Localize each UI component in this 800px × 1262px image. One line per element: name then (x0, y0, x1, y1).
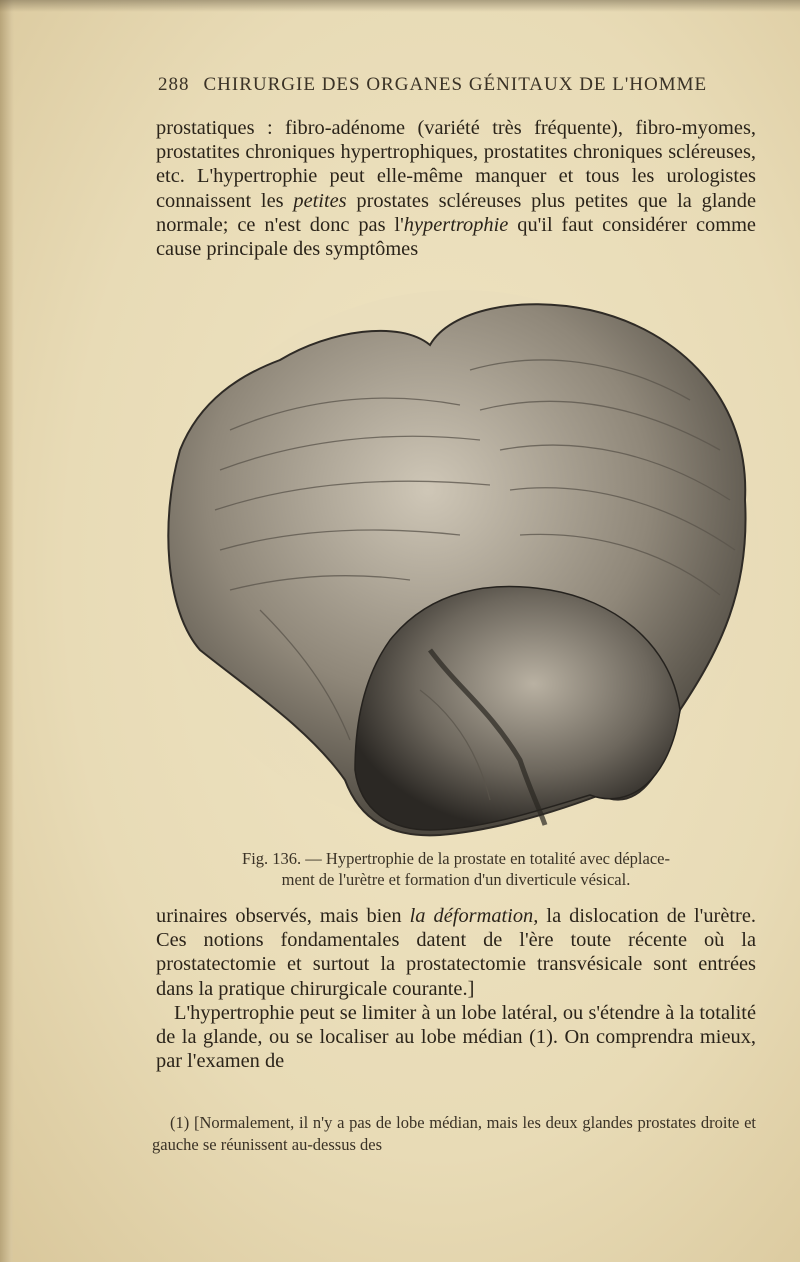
page-number: 288 (158, 74, 190, 95)
footnote-text: (1) [Normalement, il n'y a pas de lobe médian, mais les deux glandes prostates droite et gauche se réunissent au-dessus des (152, 1113, 756, 1154)
footnote (152, 1112, 756, 1156)
text-run: qu'il faut considérer comme cause principale des symptômes (156, 213, 756, 261)
caption-line: Fig. 136. — Hypertrophie de la prostate en totalité avec déplace- (242, 849, 670, 868)
italic-run: hypertrophie (403, 213, 509, 236)
italic-run: la déformation, (409, 905, 539, 927)
paragraph-text: L'hypertrophie peut se limiter à un lobe latéral, ou s'étendre à la totalité de la glande, ou se localiser au lobe médian (1). On comprendra mieux, par l'examen de (156, 1001, 756, 1073)
text-run: urinaires observés, mais bien (156, 905, 410, 927)
caption-line: ment de l'urètre et formation d'un diverticule vésical. (281, 870, 631, 889)
prostate-illustration (160, 290, 760, 840)
italic-run: petites (293, 189, 347, 212)
paragraph-text (156, 904, 756, 1001)
text-run: la dislocation de l'urètre. Ces notions fondamentales datent de l'ère toute récente où la prostatectomie et surtout la prostatectomie transvésicale sont entrées dans la pratique chirurgicale courante.] (156, 905, 756, 1000)
paragraph-top (156, 116, 756, 261)
running-title: CHIRURGIE DES ORGANES GÉNITAUX DE L'HOMME (203, 74, 708, 95)
text-run: prostatiques : fibro-adénome (variété très fréquente), fibro-myomes, prostatites chroniques hypertrophiques, prostatites chroniques scléreuses, etc. L'hypertrophie peut elle-même manquer et tous les urologistes connaissent les (156, 117, 756, 212)
page-binding-edge (0, 0, 14, 1262)
paragraph-bottom (156, 904, 756, 1073)
page-top-shadow (0, 0, 800, 12)
figure-caption (156, 848, 756, 890)
running-header (158, 74, 758, 96)
text-run: prostates scléreuses plus petites que la glande normale; ce n'est donc pas l' (156, 189, 756, 236)
paragraph-text (156, 116, 756, 261)
